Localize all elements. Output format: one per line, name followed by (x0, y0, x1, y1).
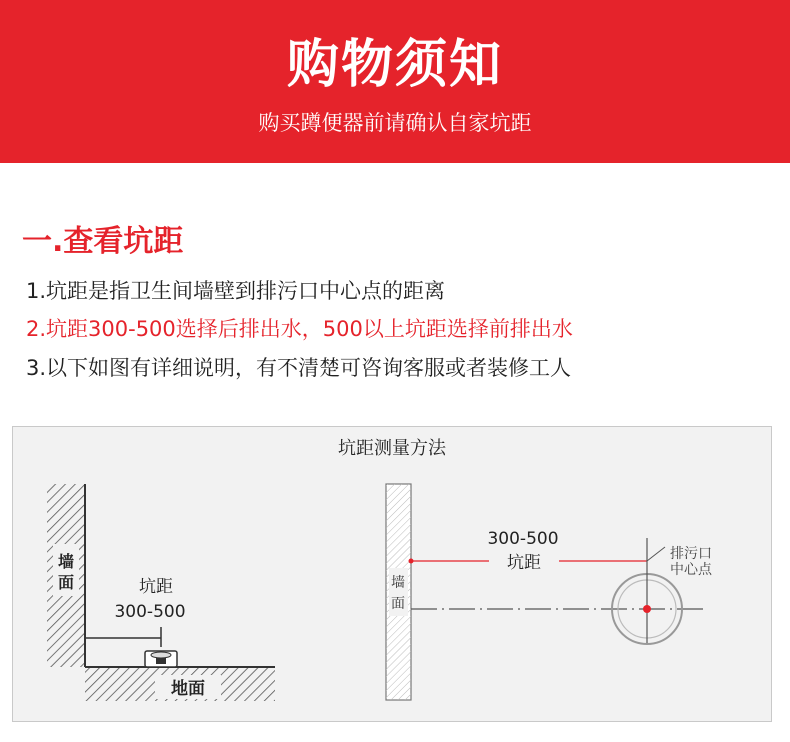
wall-plan-label-1: 墙 (391, 575, 405, 591)
section-title: 一.查看坑距 (22, 224, 184, 259)
instruction-item-3: 3.以下如图有详细说明，有不清楚可咨询客服或者装修工人 (26, 356, 572, 380)
center-label-1: 排污口 (670, 546, 712, 562)
drain-center-dot (643, 605, 651, 613)
header-banner (0, 0, 790, 163)
drain-opening (151, 652, 171, 658)
right-top-view (386, 484, 713, 700)
distance-label-right: 坑距 (507, 553, 541, 573)
banner-title: 购物须知 (286, 35, 503, 95)
wall-plan-label-2: 面 (391, 596, 405, 612)
distance-start-dot (409, 559, 414, 564)
drain-pipe (156, 658, 166, 664)
distance-label: 坑距 (139, 577, 173, 597)
banner-subtitle: 购买蹲便器前请确认自家坑距 (258, 111, 532, 135)
wall-label-2: 面 (57, 573, 75, 592)
instruction-item-1: 1.坑距是指卫生间墙壁到排污口中心点的距离 (26, 279, 446, 303)
left-side-view (47, 484, 275, 701)
diagram-title: 坑距测量方法 (338, 438, 446, 459)
instruction-item-2: 2.坑距300-500选择后排出水，500以上坑距选择前排出水 (26, 317, 573, 341)
center-label-2: 中心点 (670, 562, 712, 578)
wall-label-1: 墙 (57, 552, 75, 571)
diagram-figure (13, 427, 771, 721)
distance-value-right: 300-500 (487, 529, 559, 549)
distance-value: 300-500 (114, 602, 186, 622)
floor-label: 地面 (171, 679, 205, 699)
center-leader (647, 547, 665, 561)
measurement-diagram (12, 426, 772, 722)
